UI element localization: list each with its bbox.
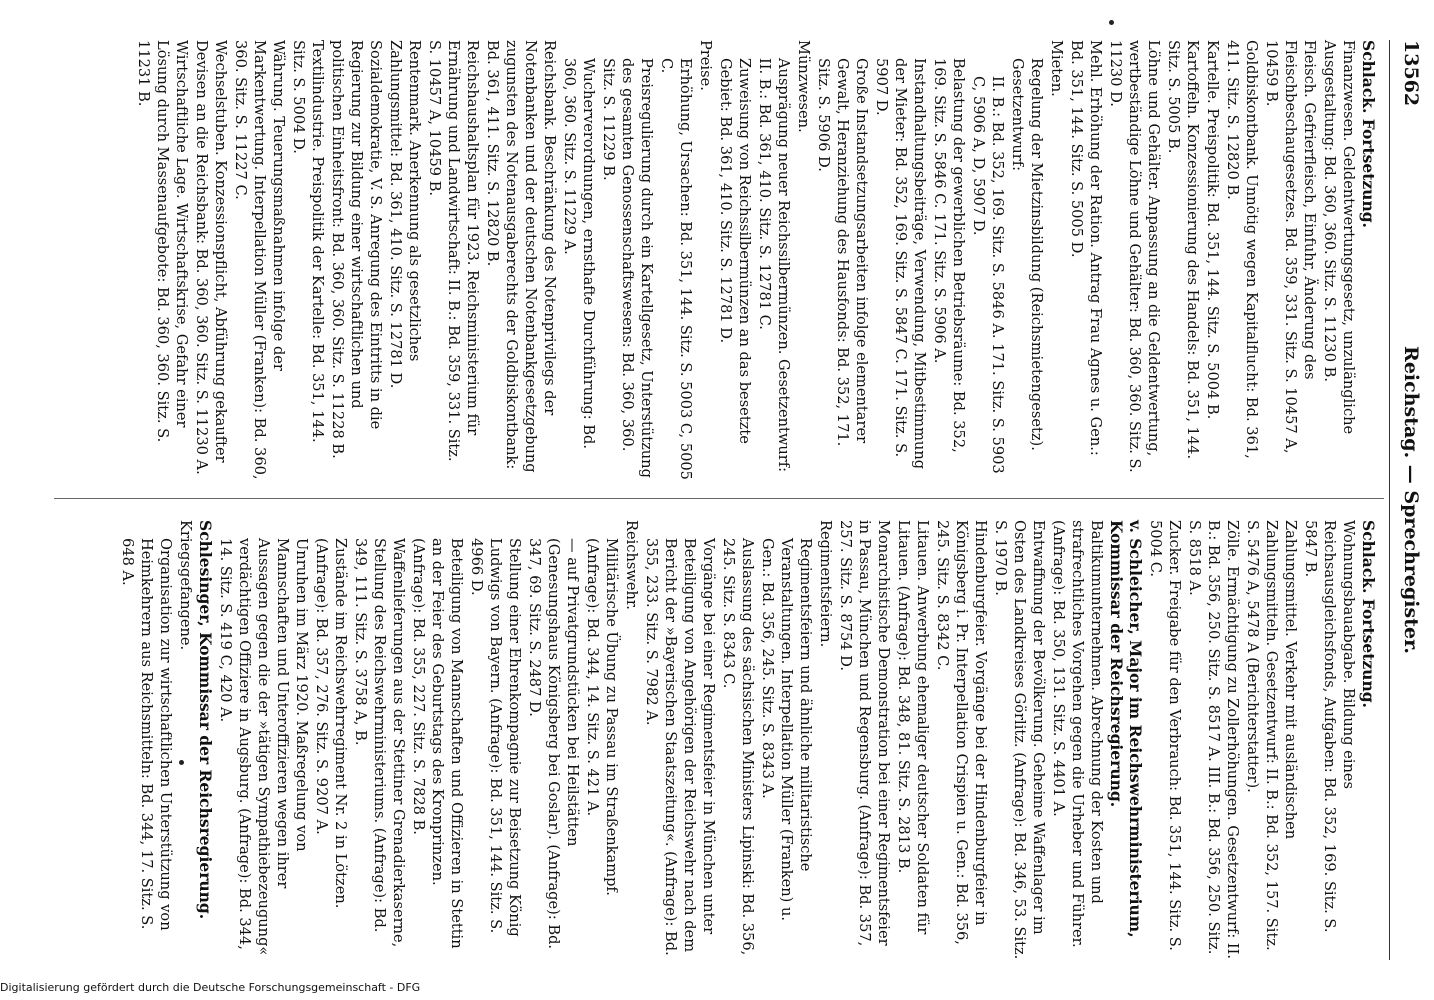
index-entry: Rentenmark. Anerkennung als gesetzliches Zahlungsmittel: Bd. 361, 410. Sitz. S. 12781 D. [387,40,423,389]
index-entry: Stellung einer Ehrenkompagnie zur Beisetzung König Ludwigs von Bayern. (Anfrage): Bd. 351, 144. Sitz. S. 4966 D. [468,538,523,937]
index-entry: Beteiligung von Mannschaften und Offizieren in Stettin an der Feier des Geburtstags des Kronprinzen. (Anfrage): Bd. 355, 227. Sitz. S. 7828 B. [410,538,465,949]
index-entry: Militärische Übung zu Passau im Straßenkampf. (Anfrage): Bd. 344, 14. Sitz. S. 421 A. [584,538,620,896]
index-entry: Finanzwesen. Geldentwertungsgesetz, unzulängliche Ausgestaltung: Bd. 360, 360. Sitz. S. 11230 B. [1321,40,1357,435]
index-entry: Hindenburgfeier. Vorgänge bei der Hindenburgfeier in Königsberg i. Pr. Interpellation Crispien u. Gen.: Bd. 356, 245. Sitz. S. 8342 C. [934,520,989,945]
index-entry: Mieten. [1048,40,1065,97]
index-entry: Preisregulierung durch ein Kartellgesetz, Unterstützung des gesamten Genossenschaftswesens: Bd. 360, 360. Sitz. S. 11229 B. [600,58,655,478]
page-number: 13562 [1400,40,1422,107]
print-speck [1109,20,1114,25]
index-entry: Regimentsfeiern. [817,520,834,648]
index-entry: — auf Privatgrundstücken bei Heilstätten (Genesungshaus Königsberg bei Goslar). (Anfrage): Bd. 347, 69. Sitz. S. 2487 D. [526,538,581,950]
index-entry: Kartoffeln. Konzessionierung des Handels: Bd. 351, 144. Sitz. S. 5005 B. [1165,40,1201,460]
index-entry: Wucherverordnungen, ernsthafte Durchführung: Bd. 360, 360. Sitz. S. 11229 A. [561,58,597,450]
index-entry: Goldbiskontbank. Unnötig wegen Kapitalflucht: Bd. 361, 411. Sitz. S. 12820 B. [1224,40,1260,459]
index-entry: II. B.: Bd. 352, 169. Sitz. S. 5846 A. 171. Sitz. S. 5903 C, 5906 A, D, 5907 D. [970,76,1006,474]
right-column [117,520,1378,960]
index-entry: Zölle. Ermächtigung zu Zollerhöhungen. Gesetzentwurf: II. B.: Bd. 356, 250. Sitz. S. 8517 A. III. B.: Bd. 356, 250. Sitz. S. 8518 A. [1186,520,1241,960]
index-entry: v. Schleicher, Major im Reichswehrministerium, Kommissar der Reichsregierung. [1107,520,1145,938]
index-entry: Reichshaushaltsplan für 1923. Reichsministerium für Ernährung und Landwirtschaft: II. B.: Bd. 359, 331. Sitz. S. 10457 A, 10459 B. [426,40,481,462]
index-entry: Organisation zur wirtschaftlichen Unterstützung von Heimkehrern aus Reichsmitteln: Bd. 344, 17. Sitz. S. 648 A. [119,538,174,931]
index-entry: Sozialdemokratie, V. S. Anregung des Eintritts in die Regierung zur Bildung einer wirtschaftlichen und politischen Einheitsfront: Bd. 360, 360. Sitz. S. 11228 B. [329,40,384,459]
index-entry: Zustände im Reichswehrregiment Nr. 2 in Lötzen. (Anfrage): Bd. 357, 276. Sitz. S. 9207 A. [313,538,349,909]
index-entry: Vorgänge bei einer Regimentsfeier in München unter Beteiligung von Angehörigen der Reichswehr nach dem Bericht der »Bayerischen Staatszeitung«. (Anfrage): Bd. 355, 233. Sitz. S. 7982 A. [643,538,717,956]
left-column [133,40,1378,480]
index-entry: Unruhen im März 1920. Maßregelung von Mannschaften und Unteroffizieren wegen ihrer Aussagen gegen die der »tätigen Sympathiebezeugung« verdächtigen Offiziere in Augsburg. (Anfrage): Bd. 344, 14. Sitz. S. 419 C, 420 A. [217,538,310,956]
index-entry: Zahlungsmittel. Verkehr mit ausländischen Zahlungsmitteln. Gesetzentwurf: II. B.: Bd. 352, 157. Sitz. S. 5476 A, 5478 A (Berichterstatter). [1244,520,1299,951]
index-entry: Große Instandsetzungsarbeiten infolge elementarer Gewalt, Heranziehung des Hausfonds: Bd. 352, 171. Sitz. S. 5906 D. [815,58,870,447]
index-entry: Schlesinger, Kommissar der Reichsregierung. [196,520,215,920]
index-entry: Fleisch. Gefrierfleisch, Einfuhr, Änderung des Fleischbeschaugesetzes. Bd. 359, 331. Sitz. S. 10457 A, 10459 B. [1263,40,1318,454]
index-entry: Ausprägung neuer Reichssilbermünzen. Gesetzentwurf: II. B.: Bd. 361, 410. Sitz. S. 12781 C. [756,58,792,473]
index-entry: Zuweisung von Reichssilbermünzen an das besetzte Gebiet: Bd. 361, 410. Sitz. S. 12781 D. [717,58,753,444]
index-entry: Wirtschaftliche Lage. Wirtschaftskrise, Gefahr einer Lösung durch Massenaufgebote: Bd. 360, 360. Sitz. S. 11231 B. [135,40,190,443]
index-entry: Erhöhung, Ursachen: Bd. 351, 144. Sitz. S. 5003 C, 5005 C. [658,58,694,480]
index-entry: Litauen. Anwerbung ehemaliger deutscher Soldaten für Litauen. (Anfrage): Bd. 348, 81. Sitz. S. 2813 B. [895,520,931,935]
print-speck [179,760,184,765]
index-entry: Reichswehr. [623,520,640,610]
index-entry: Kartelle. Preispolitik: Bd. 351, 144. Sitz. S. 5004 B. [1204,40,1221,420]
index-entry: Regimentsfeiern und ähnliche militaristische Veranstaltungen. Interpellation Müller (Franken) u. Gen.: Bd. 356, 245. Sitz. S. 8343 A. [759,538,814,922]
index-entry: Löhne und Gehälter. Anpassung an die Geldentwertung, wertbeständige Löhne und Gehälter: Bd. 360, 360. Sitz. S. 11230 D. [1107,40,1162,473]
index-entry: Baltikumunternehmen. Abrechnung der Kosten und strafrechtliches Vorgehen gegen die Urheber und Führer. (Anfrage): Bd. 350, 131. Sitz. S. 4401 A. [1050,520,1105,948]
index-entry: Monarchistische Demonstration bei einer Regimentsfeier in Passau, München und Regensburg. (Anfrage): Bd. 357, 257. Sitz. S. 8754 D. [837,520,892,947]
index-entry: Instandhaltungsbeiträge, Verwendung, Mitbestimmung der Mieter: Bd. 352, 169. Sitz. S. 5847 C. 171. Sitz. S. 5907 D. [873,58,928,470]
index-entry: Textilindustrie. Preispolitik der Kartelle: Bd. 351, 144. Sitz. S. 5004 D. [290,40,326,443]
column-divider [54,498,1384,499]
index-entry: Kriegsgefangene. [177,520,194,651]
index-entry: Münzwesen. [795,40,812,133]
index-entry: Regelung der Mietzinsbildung (Reichsmietengesetz). Gesetzentwurf: [1009,58,1045,451]
page-header [1396,40,1422,960]
index-entry: Schlack. Fortsetzung. [1359,520,1378,708]
index-entry: Schlack. Fortsetzung. [1359,40,1378,228]
digitization-credit: Digitalisierung gefördert durch die Deutsche Forschungsgemeinschaft - DFG [0,981,421,994]
index-entry: Zucker. Freigabe für den Verbrauch: Bd. 351, 144. Sitz. S. 5004 C. [1147,520,1183,951]
header-rule [1389,40,1390,960]
index-entry: Währung. Teuerungsmaßnahmen infolge der Markentwertung. Interpellation Müller (Franken): Bd. 360, 360. Sitz. S. 11227 C. [232,40,287,480]
index-entry: Belastung der gewerblichen Betriebsräume: Bd. 352, 169. Sitz. S. 5846 C. 171. Sitz. S. 5906 A. [931,58,967,453]
index-entry: Mehl. Erhöhung der Ration. Antrag Frau Agnes u. Gen.: Bd. 351, 144. Sitz. S. 5005 D. [1068,40,1104,456]
index-entry: Preise. [697,40,714,91]
index-entry: Wohnungsbauabgabe. Bildung eines Reichsausgleichsfonds, Aufgaben: Bd. 352, 169. Sitz. S. 5847 B. [1302,520,1357,933]
page-title: Reichstag. — Sprechregister. [1400,346,1422,654]
index-entry: Waffenlieferungen aus der Stettiner Grenadierkaserne, Stellung des Reichswehrministeriums. (Anfrage): Bd. 349, 111. Sitz. S. 3758 A, B. [352,538,407,948]
index-entry: Reichsbank. Beschränkung des Notenprivilegs der Notenbanken und der deutschen Notenbankgesetzgebung zugunsten des Notenausgaberechts der Goldbiskontbank: Bd. 361, 411. Sitz. S. 12820 B. [484,40,558,473]
index-entry: Wechselstuben. Konzessionspflicht, Abführung gekaufter Devisen an die Reichsbank: Bd. 360, 360. Sitz. S. 11230 A. [193,40,229,475]
index-entry: Entwaffnung der Bevölkerung. Geheime Waffenlager im Osten des Landkreises Görlitz. (Anfrage): Bd. 346, 53. Sitz. S. 1970 B. [992,520,1047,960]
index-entry: Auslassung des sächsischen Ministers Lipinski: Bd. 356, 245. Sitz. S. 8343 C. [720,538,756,956]
